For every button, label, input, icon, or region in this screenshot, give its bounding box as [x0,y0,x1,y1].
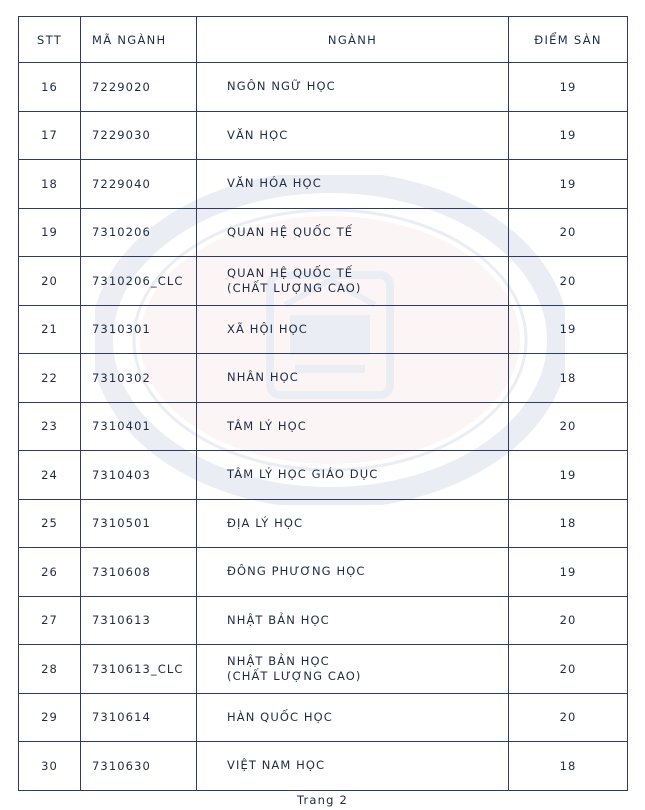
cell-score: 18 [509,742,628,791]
table-row [19,208,628,257]
cell-major [197,451,509,500]
cell-stt: 18 [19,160,81,209]
cell-score: 19 [509,451,628,500]
table-row [19,354,628,403]
cell-major [197,354,509,403]
major-name: TÂM LÝ HỌC [227,418,307,433]
cell-score: 20 [509,645,628,694]
cell-stt: 16 [19,63,81,112]
cell-major [197,160,509,209]
major-name: TÂM LÝ HỌC GIÁO DỤC [227,467,379,482]
cell-stt: 29 [19,693,81,742]
header-code: MÃ NGÀNH [81,17,197,63]
cell-major [197,645,509,694]
cell-code: 7310401 [81,402,197,451]
cell-score: 20 [509,693,628,742]
cell-code: 7310613_CLC [81,645,197,694]
cell-code: 7310301 [81,305,197,354]
header-major: NGÀNH [197,17,509,63]
cell-score: 20 [509,208,628,257]
cell-code: 7310403 [81,451,197,500]
cell-stt: 23 [19,402,81,451]
admission-score-table [18,16,628,791]
cell-score: 19 [509,160,628,209]
cell-score: 20 [509,596,628,645]
major-name: QUAN HỆ QUỐC TẾ [227,224,354,239]
cell-stt: 25 [19,499,81,548]
header-score: ĐIỂM SÀN [509,17,628,63]
table-row [19,160,628,209]
cell-stt: 17 [19,111,81,160]
cell-score: 18 [509,354,628,403]
table-header-row [19,17,628,63]
cell-code: 7310206 [81,208,197,257]
table-row [19,402,628,451]
cell-code: 7310630 [81,742,197,791]
major-name-note: (CHẤT LƯỢNG CAO) [227,280,362,295]
cell-code: 7229040 [81,160,197,209]
major-name: ĐÔNG PHƯƠNG HỌC [227,564,366,579]
major-name: ĐỊA LÝ HỌC [227,515,304,530]
table-row [19,693,628,742]
table-row [19,305,628,354]
cell-major [197,548,509,597]
cell-stt: 27 [19,596,81,645]
table-row [19,645,628,694]
cell-score: 18 [509,499,628,548]
cell-major [197,111,509,160]
cell-stt: 30 [19,742,81,791]
major-name: NHÂN HỌC [227,370,299,385]
cell-code: 7310614 [81,693,197,742]
cell-score: 19 [509,63,628,112]
cell-major [197,208,509,257]
major-name: VIỆT NAM HỌC [227,758,326,773]
major-name: VĂN HỌC [227,127,289,142]
cell-score: 20 [509,257,628,306]
table-row [19,596,628,645]
cell-code: 7229030 [81,111,197,160]
table-row [19,548,628,597]
table-body [19,63,628,791]
cell-major [197,257,509,306]
cell-code: 7310206_CLC [81,257,197,306]
major-name: HÀN QUỐC HỌC [227,709,333,724]
cell-stt: 24 [19,451,81,500]
cell-major [197,742,509,791]
major-name-note: (CHẤT LƯỢNG CAO) [227,668,362,683]
cell-score: 20 [509,402,628,451]
table-row [19,742,628,791]
table-row [19,63,628,112]
cell-stt: 22 [19,354,81,403]
table-row [19,111,628,160]
cell-stt: 20 [19,257,81,306]
cell-stt: 26 [19,548,81,597]
major-name: VĂN HÓA HỌC [227,176,322,191]
cell-major [197,596,509,645]
major-name: XÃ HỘI HỌC [227,321,308,336]
cell-stt: 19 [19,208,81,257]
cell-stt: 28 [19,645,81,694]
cell-score: 19 [509,111,628,160]
cell-code: 7310501 [81,499,197,548]
cell-major [197,305,509,354]
cell-code: 7310608 [81,548,197,597]
table-row [19,257,628,306]
cell-major [197,693,509,742]
table-row [19,451,628,500]
cell-code: 7229020 [81,63,197,112]
table-row [19,499,628,548]
cell-stt: 21 [19,305,81,354]
cell-score: 19 [509,548,628,597]
cell-major [197,499,509,548]
cell-major [197,402,509,451]
major-name: NHẬT BẢN HỌC [227,653,330,668]
cell-code: 7310613 [81,596,197,645]
cell-major [197,63,509,112]
header-stt: STT [19,17,81,63]
major-name: NGÔN NGỮ HỌC [227,79,336,94]
major-name: QUAN HỆ QUỐC TẾ [227,265,354,280]
cell-code: 7310302 [81,354,197,403]
page-number: Trang 2 [296,793,349,807]
major-name: NHẬT BẢN HỌC [227,612,330,627]
cell-score: 19 [509,305,628,354]
